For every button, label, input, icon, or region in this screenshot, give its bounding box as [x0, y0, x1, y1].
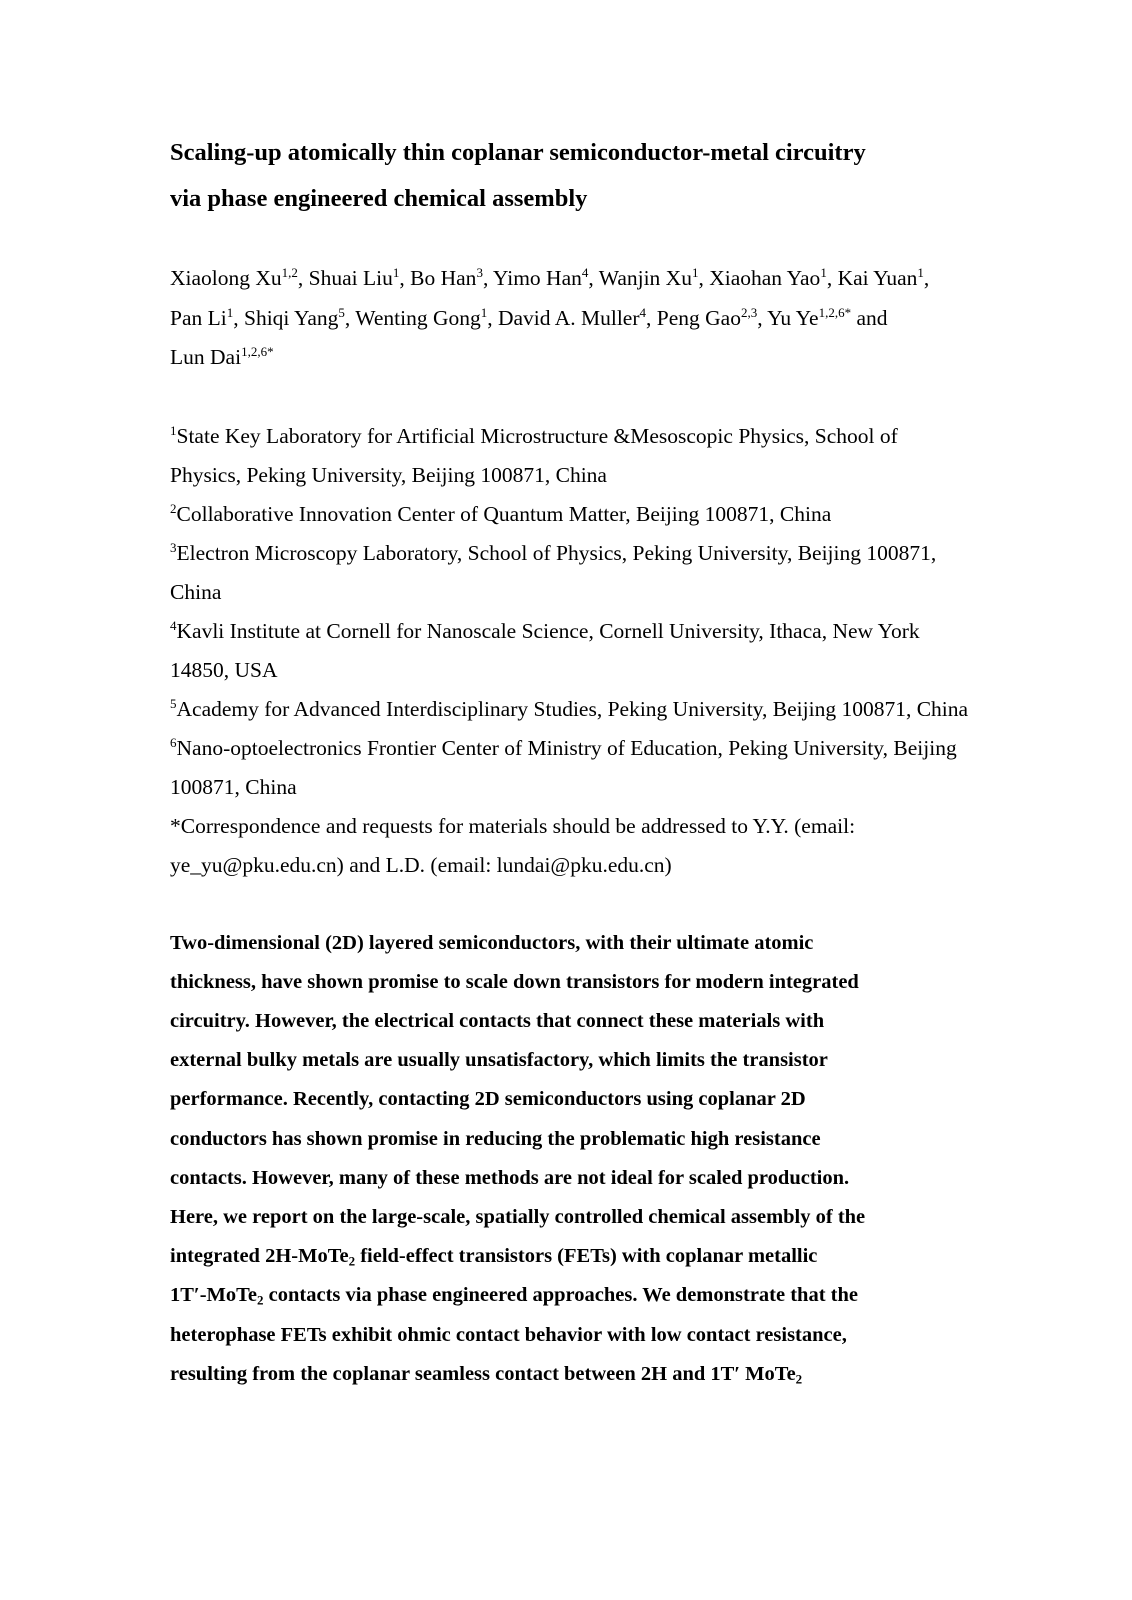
correspondence-note: *Correspondence and requests for materials should be addressed to Y.Y. (email: ye_yu@pku.edu.cn) and L.D. (email: lundai@pku.edu.cn) — [170, 813, 856, 877]
author-name: Wenting Gong — [355, 305, 481, 330]
author-separator: , — [482, 266, 493, 290]
abstract-line — [170, 1080, 970, 1119]
abstract-line — [170, 1237, 970, 1276]
author-name: Lun Dai — [170, 345, 242, 369]
abstract-text: conductors has shown promise in reducing the problematic high resistance — [170, 1127, 821, 1150]
affiliation-text: Academy for Advanced Interdisciplinary Studies, Peking University, Beijing 100871, China — [176, 696, 969, 721]
author-separator: , — [646, 305, 657, 330]
author-separator: , — [757, 305, 768, 330]
author-affiliation-marker: 4 — [581, 265, 589, 281]
author-affiliation-marker: 1 — [820, 265, 827, 281]
affiliation — [170, 534, 970, 612]
abstract-line — [170, 1198, 970, 1237]
author-name: Yimo Han — [492, 266, 582, 290]
subscript: 2 — [348, 1253, 356, 1269]
abstract-line — [170, 1355, 970, 1394]
author-separator: , — [344, 305, 356, 330]
author-affiliation-marker: 4 — [639, 304, 647, 320]
author — [767, 306, 851, 330]
author-affiliation-marker: 1,2,6* — [818, 304, 852, 320]
author — [410, 266, 483, 290]
abstract-text: resulting from the coplanar seamless contact between 2H and 1T′ MoTe — [170, 1362, 796, 1385]
author-name: David A. Muller — [497, 305, 640, 330]
abstract-text: circuitry. However, the electrical contacts that connect these materials with — [170, 1009, 825, 1032]
affiliation-number: 2 — [170, 500, 177, 516]
author-list — [170, 259, 970, 378]
abstract-text: external bulky metals are usually unsatisfactory, which limits the transistor — [170, 1049, 828, 1072]
abstract-text: contacts. However, many of these methods are not ideal for scaled production. — [170, 1166, 850, 1189]
author-separator: and — [851, 305, 888, 330]
author — [170, 266, 298, 290]
title-line: via phase engineered chemical assembly — [170, 185, 588, 212]
author-separator: , — [399, 266, 411, 290]
author-name: Shiqi Yang — [243, 305, 339, 330]
affiliation — [170, 729, 970, 807]
subscript: 2 — [795, 1370, 803, 1386]
author-affiliation-marker: 5 — [338, 304, 345, 320]
author-affiliation-marker: 1 — [691, 265, 699, 281]
affiliation-number: 4 — [170, 617, 177, 633]
abstract-line — [170, 963, 970, 1002]
author — [244, 306, 345, 330]
affiliation-text: Nano-optoelectronics Frontier Center of Ministry of Education, Peking University, Beijing 100871, China — [170, 735, 957, 799]
author-affiliation-marker: 1 — [480, 304, 488, 320]
author-separator: , — [297, 266, 309, 290]
abstract-text: heterophase FETs exhibit ohmic contact behavior with low contact resistance, — [170, 1323, 847, 1346]
author-separator: , — [826, 266, 838, 290]
abstract-text: thickness, have shown promise to scale down transistors for modern integrated — [170, 970, 859, 993]
abstract-line — [170, 924, 970, 963]
affiliation-number: 1 — [170, 422, 177, 438]
author — [170, 345, 274, 369]
paper-title — [170, 130, 970, 222]
author-separator: , — [487, 305, 498, 330]
abstract-text: contacts via phase engineered approaches. We demonstrate that the — [263, 1284, 858, 1307]
author-affiliation-marker: 1 — [226, 304, 234, 320]
affiliation — [170, 495, 970, 534]
affiliation-text: Collaborative Innovation Center of Quantum Matter, Beijing 100871, China — [176, 501, 832, 526]
author-separator: , — [233, 305, 244, 330]
author-separator: , — [588, 266, 599, 290]
author — [709, 266, 827, 290]
author-name: Yu Ye — [767, 305, 819, 330]
abstract-line — [170, 1002, 970, 1041]
author-affiliation-marker: 3 — [476, 265, 483, 281]
affiliation-list — [170, 417, 970, 885]
abstract-line — [170, 1276, 970, 1315]
affiliation-text: Kavli Institute at Cornell for Nanoscale Science, Cornell University, Ithaca, New York 14850, USA — [170, 618, 920, 682]
author-name: Bo Han — [410, 266, 477, 290]
author — [493, 266, 588, 290]
author-affiliation-marker: 1,2,6* — [241, 344, 274, 360]
author-separator: , — [698, 266, 710, 290]
author-name: Shuai Liu — [308, 266, 393, 290]
abstract-line — [170, 1120, 970, 1159]
author — [838, 266, 924, 290]
paper-first-page — [170, 130, 970, 1394]
author — [355, 306, 487, 330]
author-name: Xiaolong Xu — [170, 266, 282, 290]
abstract-text: field-effect transistors (FETs) with coplanar metallic — [355, 1245, 818, 1268]
affiliation-text: Electron Microscopy Laboratory, School of Physics, Peking University, Beijing 100871, China — [170, 540, 937, 604]
affiliation — [170, 690, 970, 729]
affiliation — [170, 612, 970, 690]
abstract — [170, 924, 970, 1394]
author — [170, 306, 233, 330]
abstract-text: performance. Recently, contacting 2D semiconductors using coplanar 2D — [170, 1088, 806, 1111]
author-affiliation-marker: 1 — [392, 265, 400, 281]
abstract-text: integrated 2H-MoTe — [170, 1245, 349, 1268]
affiliation-number: 6 — [170, 734, 177, 750]
author — [498, 306, 646, 330]
affiliation-number: 5 — [170, 695, 177, 711]
author — [599, 266, 699, 290]
abstract-line — [170, 1316, 970, 1355]
abstract-line — [170, 1159, 970, 1198]
author-affiliation-marker: 1,2 — [281, 265, 298, 281]
author-name: Peng Gao — [656, 305, 741, 330]
author-name: Xiaohan Yao — [709, 266, 821, 290]
abstract-text: Two-dimensional (2D) layered semiconductors, with their ultimate atomic — [170, 931, 814, 954]
author — [309, 266, 400, 290]
title-line: Scaling-up atomically thin coplanar semiconductor-metal circuitry — [170, 139, 866, 166]
author-name: Pan Li — [170, 305, 227, 330]
affiliation-text: State Key Laboratory for Artificial Microstructure &Mesoscopic Physics, School of Physics, Peking University, Beijing 100871, China — [170, 423, 898, 487]
abstract-text: Here, we report on the large-scale, spatially controlled chemical assembly of the — [170, 1205, 866, 1228]
author — [657, 306, 757, 330]
author-affiliation-marker: 1 — [917, 265, 924, 281]
abstract-line — [170, 1041, 970, 1080]
author-name: Kai Yuan — [837, 266, 918, 290]
author-name: Wanjin Xu — [598, 266, 692, 290]
subscript: 2 — [257, 1292, 264, 1308]
author-separator: , — [923, 266, 930, 290]
author-affiliation-marker: 2,3 — [740, 304, 758, 320]
affiliation — [170, 417, 970, 495]
abstract-text: 1T′-MoTe — [170, 1284, 258, 1307]
affiliation-number: 3 — [170, 539, 177, 555]
